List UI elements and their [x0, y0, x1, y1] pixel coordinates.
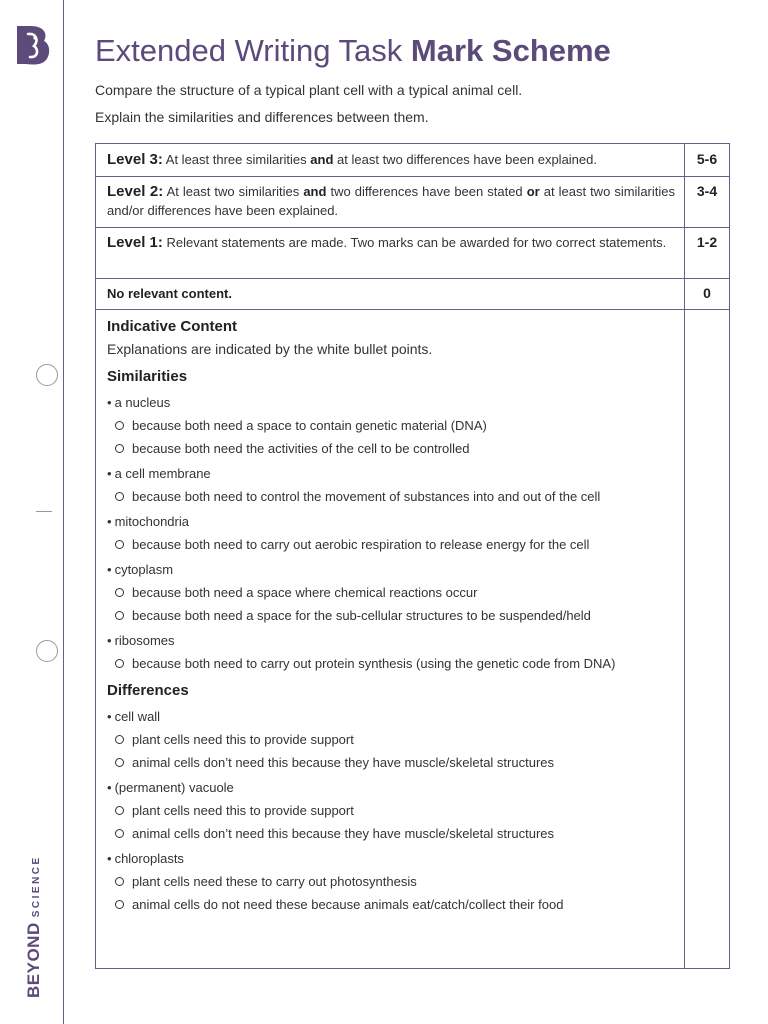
open-bullet-icon [115, 492, 124, 501]
beyond-logo-icon [14, 24, 52, 66]
explanation-text: because both need a space where chemical reactions occur [132, 585, 478, 600]
level-2-descriptor: Level 2: At least two similarities and two differences have been stated or at least two similarities and/or differences have been explained. [107, 183, 675, 218]
explanation-text: because both need to control the movement of substances into and out of the cell [132, 489, 601, 504]
explanation-text: plant cells need this to provide support [132, 732, 354, 747]
open-bullet-icon [115, 806, 124, 815]
explanation-item [115, 730, 682, 749]
differences-list [107, 707, 682, 914]
list-item: • cell wall [107, 707, 682, 726]
explanation-text: animal cells don’t need this because they have muscle/skeletal structures [132, 755, 554, 770]
explanation-item [115, 487, 682, 506]
list-item: • ribosomes [107, 631, 682, 650]
explanation-item [115, 583, 682, 602]
no-content-descriptor: No relevant content. [107, 286, 232, 301]
title-bold: Mark Scheme [410, 33, 611, 68]
explanation-item [115, 872, 682, 891]
open-bullet-icon [115, 659, 124, 668]
differences-heading: Differences [107, 682, 189, 699]
open-bullet-icon [115, 758, 124, 767]
no-content-mark: 0 [703, 285, 711, 301]
list-item: • (permanent) vacuole [107, 778, 682, 797]
level-3-descriptor: Level 3: At least three similarities and at least two differences have been explained. [107, 151, 597, 168]
list-item: • mitochondria [107, 512, 682, 531]
open-bullet-icon [115, 540, 124, 549]
explanation-item [115, 416, 682, 435]
explanation-text: because both need a space for the sub-cellular structures to be suspended/held [132, 608, 591, 623]
explanation-item [115, 801, 682, 820]
similarities-heading: Similarities [107, 368, 188, 385]
indicative-note: Explanations are indicated by the white bullet points. [107, 341, 433, 357]
list-item: • a nucleus [107, 393, 682, 412]
no-content-row [96, 279, 729, 310]
open-bullet-icon [115, 900, 124, 909]
title-light: Extended Writing Task [95, 33, 403, 68]
similarities-list [107, 393, 682, 673]
indicative-content [107, 311, 682, 917]
margin-line [63, 0, 64, 1024]
level-3-mark: 5-6 [696, 151, 718, 167]
level-3-row [96, 144, 729, 177]
open-bullet-icon [115, 877, 124, 886]
open-bullet-icon [115, 588, 124, 597]
level-2-row [96, 177, 729, 228]
explanation-item [115, 824, 682, 843]
level-1-row [96, 228, 729, 279]
explanation-text: because both need the activities of the cell to be controlled [132, 441, 470, 456]
explanation-item [115, 753, 682, 772]
explanation-item [115, 606, 682, 625]
page-title [95, 33, 611, 69]
explanation-text: because both need a space to contain genetic material (DNA) [132, 418, 487, 433]
level-1-descriptor: Level 1: Relevant statements are made. Two marks can be awarded for two correct statements. [107, 234, 667, 251]
explanation-text: animal cells don’t need this because they have muscle/skeletal structures [132, 826, 554, 841]
list-item: • cytoplasm [107, 560, 682, 579]
intro-question: Compare the structure of a typical plant cell with a typical animal cell. [95, 82, 523, 98]
explanation-item [115, 895, 682, 914]
mark-scheme-table [95, 143, 730, 969]
indicative-heading: Indicative Content [107, 318, 238, 335]
level-2-mark: 3-4 [696, 183, 718, 199]
brand-subtitle: SCIENCE [31, 855, 42, 918]
open-bullet-icon [115, 735, 124, 744]
intro-instruction: Explain the similarities and differences between them. [95, 109, 429, 125]
open-bullet-icon [115, 421, 124, 430]
explanation-text: animal cells do not need these because animals eat/catch/collect their food [132, 897, 564, 912]
brand-name: BEYOND [24, 922, 43, 998]
punch-hole-bottom [36, 640, 58, 662]
explanation-text: because both need to carry out protein synthesis (using the genetic code from DNA) [132, 656, 616, 671]
brand-wordmark [24, 855, 44, 998]
explanation-text: plant cells need this to provide support [132, 803, 354, 818]
explanation-text: plant cells need these to carry out photosynthesis [132, 874, 417, 889]
fold-mark [36, 511, 52, 512]
punch-hole-top [36, 364, 58, 386]
level-1-mark: 1-2 [696, 234, 718, 250]
open-bullet-icon [115, 444, 124, 453]
list-item: • a cell membrane [107, 464, 682, 483]
explanation-item [115, 654, 682, 673]
list-item: • chloroplasts [107, 849, 682, 868]
explanation-item [115, 439, 682, 458]
open-bullet-icon [115, 829, 124, 838]
explanation-item [115, 535, 682, 554]
open-bullet-icon [115, 611, 124, 620]
explanation-text: because both need to carry out aerobic respiration to release energy for the cell [132, 537, 590, 552]
